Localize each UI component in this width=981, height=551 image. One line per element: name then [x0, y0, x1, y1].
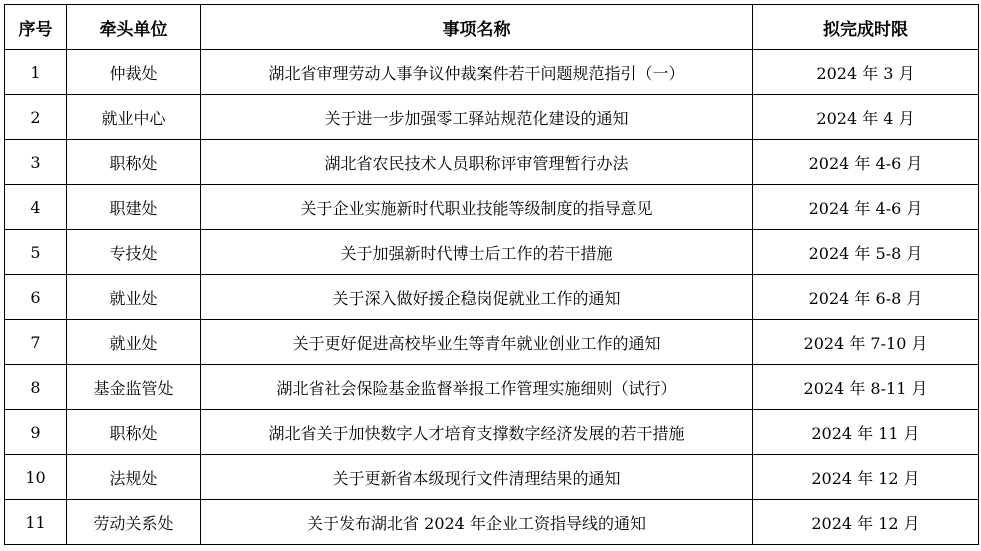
row-item-name-cell: 关于发布湖北省 2024 年企业工资指导线的通知 [201, 500, 753, 545]
row-deadline-cell: 2024 年 12 月 [753, 500, 979, 545]
row-lead-unit-cell: 职称处 [67, 410, 201, 455]
row-deadline-cell: 2024 年 8-11 月 [753, 365, 979, 410]
row-item-name-cell: 湖北省农民技术人员职称评审管理暂行办法 [201, 140, 753, 185]
row-lead-unit-cell: 就业处 [67, 275, 201, 320]
row-index-cell: 8 [5, 365, 67, 410]
table-row [5, 50, 979, 95]
row-item-name-cell: 关于更新省本级现行文件清理结果的通知 [201, 455, 753, 500]
row-index-cell: 9 [5, 410, 67, 455]
table-row [5, 140, 979, 185]
row-deadline-cell: 2024 年 12 月 [753, 455, 979, 500]
table-header [5, 5, 979, 50]
row-deadline-cell: 2024 年 7-10 月 [753, 320, 979, 365]
row-lead-unit-cell: 劳动关系处 [67, 500, 201, 545]
table-row [5, 365, 979, 410]
row-lead-unit-cell: 职建处 [67, 185, 201, 230]
row-deadline-cell: 2024 年 3 月 [753, 50, 979, 95]
row-item-name-cell: 湖北省关于加快数字人才培育支撑数字经济发展的若干措施 [201, 410, 753, 455]
row-deadline-cell: 2024 年 11 月 [753, 410, 979, 455]
row-item-name-cell: 湖北省社会保险基金监督举报工作管理实施细则（试行） [201, 365, 753, 410]
header-row [5, 5, 979, 50]
table-row [5, 185, 979, 230]
row-index-cell: 7 [5, 320, 67, 365]
row-item-name-cell: 关于进一步加强零工驿站规范化建设的通知 [201, 95, 753, 140]
row-lead-unit-cell: 法规处 [67, 455, 201, 500]
row-lead-unit-cell: 就业中心 [67, 95, 201, 140]
row-lead-unit-cell: 仲裁处 [67, 50, 201, 95]
header-deadline: 拟完成时限 [753, 5, 979, 50]
row-index-cell: 10 [5, 455, 67, 500]
row-deadline-cell: 2024 年 6-8 月 [753, 275, 979, 320]
row-lead-unit-cell: 基金监管处 [67, 365, 201, 410]
row-index-cell: 4 [5, 185, 67, 230]
row-deadline-cell: 2024 年 4 月 [753, 95, 979, 140]
row-lead-unit-cell: 职称处 [67, 140, 201, 185]
table-row [5, 320, 979, 365]
table-row [5, 95, 979, 140]
row-deadline-cell: 2024 年 5-8 月 [753, 230, 979, 275]
table-body [5, 50, 979, 545]
row-deadline-cell: 2024 年 4-6 月 [753, 185, 979, 230]
table-row [5, 230, 979, 275]
row-index-cell: 2 [5, 95, 67, 140]
row-index-cell: 6 [5, 275, 67, 320]
policy-plan-table [4, 4, 979, 545]
row-index-cell: 1 [5, 50, 67, 95]
row-index-cell: 5 [5, 230, 67, 275]
table-row [5, 500, 979, 545]
row-index-cell: 11 [5, 500, 67, 545]
row-item-name-cell: 关于企业实施新时代职业技能等级制度的指导意见 [201, 185, 753, 230]
header-index: 序号 [5, 5, 67, 50]
row-item-name-cell: 湖北省审理劳动人事争议仲裁案件若干问题规范指引（一） [201, 50, 753, 95]
header-lead-unit: 牵头单位 [67, 5, 201, 50]
row-deadline-cell: 2024 年 4-6 月 [753, 140, 979, 185]
row-item-name-cell: 关于深入做好援企稳岗促就业工作的通知 [201, 275, 753, 320]
header-item-name: 事项名称 [201, 5, 753, 50]
table-row [5, 275, 979, 320]
row-lead-unit-cell: 就业处 [67, 320, 201, 365]
row-lead-unit-cell: 专技处 [67, 230, 201, 275]
table-row [5, 455, 979, 500]
row-index-cell: 3 [5, 140, 67, 185]
row-item-name-cell: 关于加强新时代博士后工作的若干措施 [201, 230, 753, 275]
row-item-name-cell: 关于更好促进高校毕业生等青年就业创业工作的通知 [201, 320, 753, 365]
table-row [5, 410, 979, 455]
